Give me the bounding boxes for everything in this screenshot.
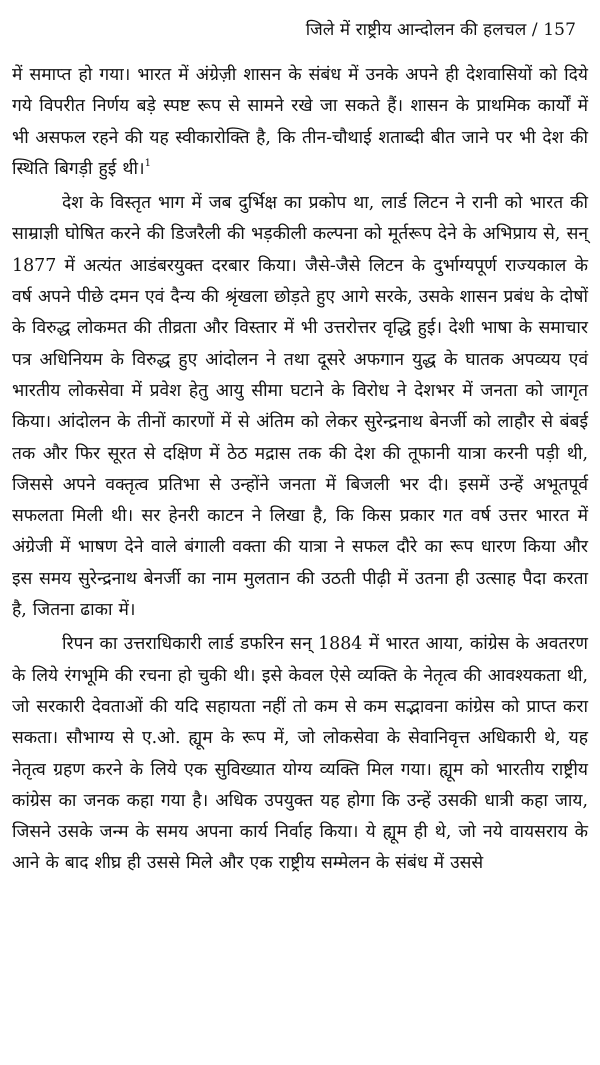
paragraph-1 (12, 60, 588, 185)
footnote-marker: 1 (144, 157, 151, 169)
page-body (12, 60, 588, 880)
paragraph-3-text: रिपन का उत्तराधिकारी लार्ड डफरिन सन् 1884 में भारत आया, कांग्रेस के अवतरण के लिये रंगभूमि की रचना हो चुकी थी। इसे केवल ऐसे व्यक्ति के नेतृत्व की आवश्यकता थी, जो सरकारी देवताओं की यदि सहायता नहीं तो कम से कम सद्भावना कांग्रेस को प्राप्त करा सकता। सौभाग्य से ए.ओ. ह्यूम के रूप में, जो लोकसेवा के सेवानिवृत्त अधिकारी थे, यह नेतृत्व ग्रहण करने के लिये एक सुविख्यात योग्य व्यक्ति मिल गया। ह्यूम को भारतीय राष्ट्रीय कांग्रेस का जनक कहा गया है। अधिक उपयुक्त यह होगा कि उन्हें उसकी धात्री कहा जाय, जिसने उसके जन्म के समय अपना कार्य निर्वाह किया। ये ह्यूम ही थे, जो नये वायसराय के आने के बाद शीघ्र ही उससे मिले और एक राष्ट्रीय सम्मेलन के संबंध में उससे (12, 634, 588, 874)
running-head: जिले में राष्ट्रीय आन्दोलन की हलचल / 157 (305, 20, 576, 40)
paragraph-1-text: में समाप्त हो गया। भारत में अंग्रेज़ी शासन के संबंध में उनके अपने ही देशवासियों को दिये गये विपरीत निर्णय बड़े स्पष्ट रूप से सामने रखे जा सकते हैं। शासन के प्राथमिक कार्यों में भी असफल रहने की यह स्वीकारोक्ति है, कि तीन-चौथाई शताब्दी बीत जाने पर भी देश की स्थिति बिगड़ी हुई थी। (12, 65, 588, 179)
paragraph-2 (12, 188, 588, 626)
page-header (12, 0, 588, 48)
paragraph-2-text: देश के विस्तृत भाग में जब दुर्भिक्ष का प्रकोप था, लार्ड लिटन ने रानी को भारत की साम्राज्ञी घोषित करने की डिजरैली की भड़कीली कल्पना को मूर्तरूप देने के अभिप्राय से, सन् 1877 में अत्यंत आडंबरयुक्त दरबार किया। जैसे-जैसे लिटन के दुर्भाग्यपूर्ण राज्यकाल के वर्ष अपने पीछे दमन एवं दैन्य की श्रृंखला छोड़ते हुए आगे सरके, उसके शासन प्रबंध के दोषों के विरुद्ध लोकमत की तीव्रता और विस्तार में भी उत्तरोत्तर वृद्धि हुई। देशी भाषा के समाचार पत्र अधिनियम के विरुद्ध हुए आंदोलन ने तथा दूसरे अफगान युद्ध के घातक अपव्यय एवं भारतीय लोकसेवा में प्रवेश हेतु आयु सीमा घटाने के विरोध ने देशभर में जनता को जागृत किया। आंदोलन के तीनों कारणों में से अंतिम को लेकर सुरेन्द्रनाथ बेनर्जी को लाहौर से बंबई तक और फिर सूरत से दक्षिण में ठेठ मद्रास तक की देश की तूफानी यात्रा करनी पड़ी थी, जिससे अपने वक्तृत्व प्रतिभा से उन्होंने जनता में बिजली भर दी। इसमें उन्हें अभूतपूर्व सफलता मिली थी। सर हेनरी काटन ने लिखा है, कि किस प्रकार गत वर्ष उत्तर भारत में अंग्रेजी में भाषण देने वाले बंगाली वक्ता की यात्रा ने सफल दौरे का रूप धारण किया और इस समय सुरेन्द्रनाथ बेनर्जी का नाम मुलतान की उठती पीढ़ी में उतना ही उत्साह पैदा करता है, जितना ढाका में। (12, 193, 588, 621)
paragraph-3 (12, 629, 588, 879)
